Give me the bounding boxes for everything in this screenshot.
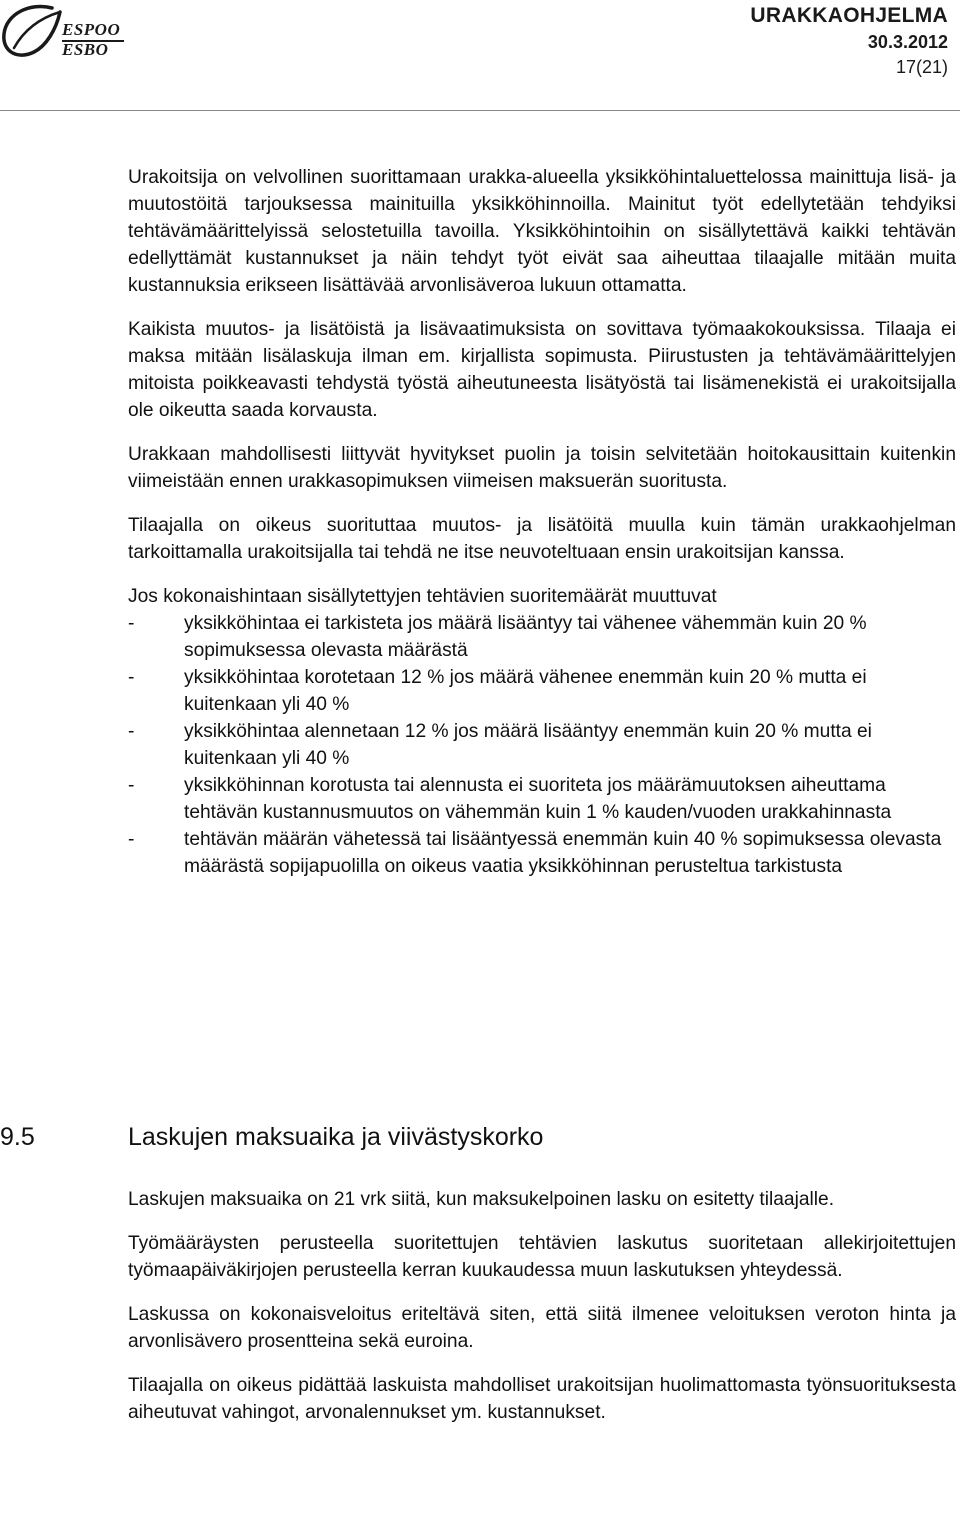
document-date: 30.3.2012: [867, 32, 948, 52]
list-dash: -: [128, 775, 135, 796]
paragraph: Tilaajalla on oikeus suorituttaa muutos- ja lisätöitä muulla kuin tämän urakkaohjelman tarkoittamalla urakoitsijalla tai tehdä ne itse neuvoteltuaan ensin urakoitsijan kanssa.: [128, 515, 956, 563]
section-heading: [0, 1121, 543, 1153]
document-header: [750, 0, 948, 80]
section-body-lower: [128, 1186, 956, 1426]
list-item: [128, 718, 956, 772]
logo-text-espoo: ESPOO: [62, 20, 121, 39]
logo-text-esbo: ESBO: [62, 40, 109, 59]
paragraph: Työmääräysten perusteella suoritettujen tehtävien laskutus suoritetaan allekirjoitettujen työmaapäiväkirjojen perusteella kerran kuukaudessa muun laskutuksen yhteydessä.: [128, 1233, 956, 1281]
section-number: 9.5: [0, 1123, 35, 1151]
list-item-text: yksikköhintaa korotetaan 12 % jos määrä vähenee enemmän kuin 20 % mutta ei kuitenkaan yli 40 %: [184, 667, 867, 715]
list-item: [128, 610, 956, 664]
logo-swirl-icon: [0, 0, 70, 70]
list-item-text: yksikköhintaa ei tarkisteta jos määrä lisääntyy tai vähenee vähemmän kuin 20 % sopimuksessa olevasta määrästä: [184, 613, 867, 661]
paragraph: Laskujen maksuaika on 21 vrk siitä, kun maksukelpoinen lasku on esitetty tilaajalle.: [128, 1189, 835, 1210]
document-title: URAKKAOHJELMA: [750, 4, 948, 27]
paragraph: Tilaajalla on oikeus pidättää laskuista mahdolliset urakoitsijan huolimattomasta työnsuorituksesta aiheutuvat vahingot, arvonalennukset ym. kustannukset.: [128, 1375, 956, 1423]
header-divider: [0, 110, 960, 111]
list-intro: Jos kokonaishintaan sisällytettyjen tehtävien suoritemäärät muuttuvat: [128, 586, 717, 607]
list-item-text: tehtävän määrän vähetessä tai lisääntyessä enemmän kuin 40 % sopimuksessa olevasta määrästä sopijapuolilla on oikeus vaatia yksikköhinnan perusteltua tarkistusta: [184, 829, 942, 877]
section-title: Laskujen maksuaika ja viivästyskorko: [128, 1123, 544, 1151]
paragraph: Laskussa on kokonaisveloitus eriteltävä siten, että siitä ilmenee veloituksen veroton hinta ja arvonlisävero prosentteina sekä euroina.: [128, 1304, 956, 1352]
change-rules-list: [128, 610, 956, 880]
list-item-text: yksikköhintaa alennetaan 12 % jos määrä lisääntyy enemmän kuin 20 % mutta ei kuitenkaan yli 40 %: [184, 721, 872, 769]
list-dash: -: [128, 667, 135, 688]
espoo-esbo-logo: [0, 0, 140, 70]
page-number: 17(21): [895, 57, 948, 77]
list-item-text: yksikköhinnan korotusta tai alennusta ei suoriteta jos määrämuutoksen aiheuttama tehtävän kustannusmuutos on vähemmän kuin 1 % kauden/vuoden urakkahinnasta: [184, 775, 892, 823]
list-item: [128, 826, 956, 880]
paragraph: Urakkaan mahdollisesti liittyvät hyvitykset puolin ja toisin selvitetään hoitokausittain kuitenkin viimeistään ennen urakkasopimuksen viimeisen maksuerän suoritusta.: [128, 444, 956, 492]
list-item: [128, 664, 956, 718]
list-item: [128, 772, 956, 826]
list-dash: -: [128, 613, 135, 634]
list-dash: -: [128, 721, 135, 742]
section-body-upper: [128, 164, 956, 880]
list-dash: -: [128, 829, 135, 850]
paragraph: Kaikista muutos- ja lisätöistä ja lisävaatimuksista on sovittava työmaakokouksissa. Tilaaja ei maksa mitään lisälaskuja ilman em. kirjallista sopimusta. Piirustusten ja tehtävämäärittelyjen mitoista poikkeavasti tehdystä työstä aiheutuneesta lisätyöstä tai lisämenekistä ei urakoitsijalla ole oikeutta saada korvausta.: [128, 319, 956, 421]
paragraph: Urakoitsija on velvollinen suorittamaan urakka-alueella yksikköhintaluettelossa mainittuja lisä- ja muutostöitä tarjouksessa mainituilla yksikköhinnoilla. Mainitut työt edellytetään tehdyiksi tehtävämäärittelyissä selostetuilla tavoilla. Yksikköhintoihin on sisällytettävä kaikki tehtävän edellyttämät kustannukset ja näin tehdyt työt eivät saa aiheuttaa tilaajalle mitään muita kustannuksia erikseen lisättävää arvonlisäveroa lukuun ottamatta.: [128, 167, 956, 296]
